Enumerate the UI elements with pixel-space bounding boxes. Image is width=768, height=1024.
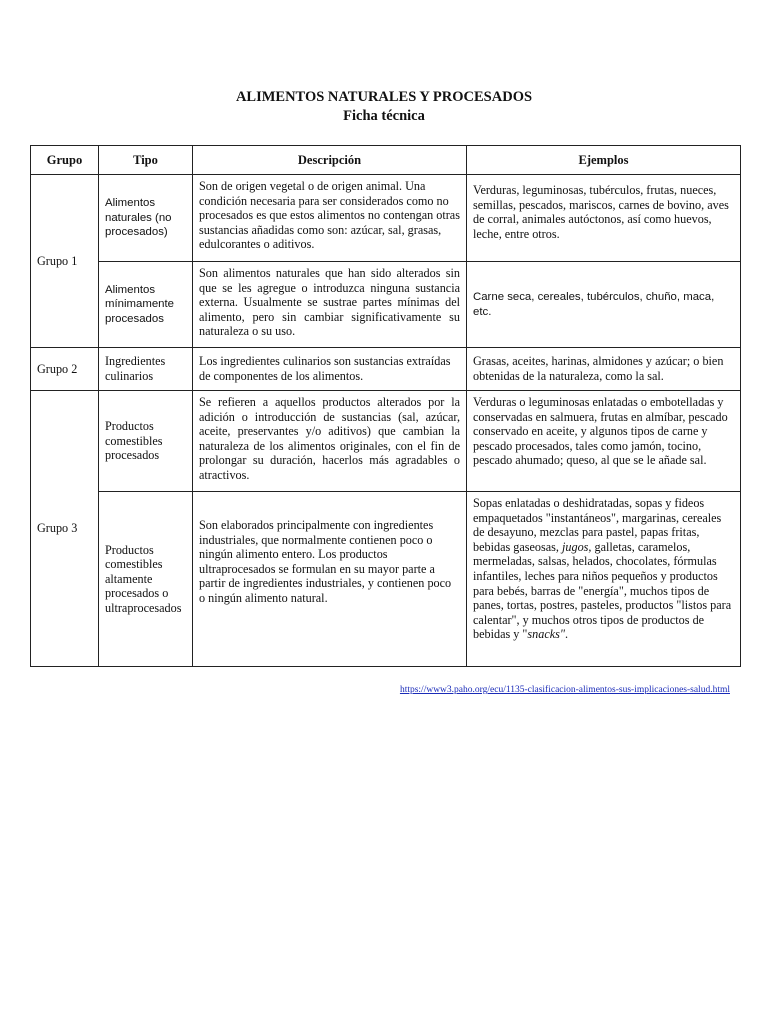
- tipo-cell: Alimentos naturales (no procesados): [99, 175, 193, 262]
- descripcion-cell: Los ingredientes culinarios son sustancias extraídas de componentes de los alimentos.: [193, 348, 467, 391]
- column-header-ejemplos: Ejemplos: [467, 146, 741, 175]
- tipo-cell: Productos comestibles altamente procesados o ultraprocesados: [99, 492, 193, 667]
- descripcion-cell: Se refieren a aquellos productos alterados por la adición o introducción de sustancias (sal, azúcar, aceite, preservantes y/o aditivos) que cambian la naturaleza de los alimentos originales, con el fin de prolongar su duración, hacerlos más agradables o atractivos.: [193, 391, 467, 492]
- table-row: [31, 391, 741, 492]
- ejemplos-text-3: .: [565, 627, 569, 642]
- descripcion-cell: Son de origen vegetal o de origen animal. Una condición necesaria para ser considerados como no procesados es que estos alimentos no contengan otras sustancias añadidas como son: azúcar, sal, grasas, edulcorantes o aditivos.: [193, 175, 467, 262]
- table-row: [31, 492, 741, 667]
- ejemplos-italic-2: snacks": [527, 627, 566, 642]
- tipo-cell: Ingredientes culinarios: [99, 348, 193, 391]
- column-header-descripcion: Descripción: [193, 146, 467, 175]
- page-title: ALIMENTOS NATURALES Y PROCESADOS: [235, 89, 533, 105]
- ejemplos-cell: [467, 492, 741, 667]
- table-row: [31, 175, 741, 262]
- page-subtitle: Ficha técnica: [343, 108, 425, 124]
- group-cell-1: Grupo 1: [31, 175, 99, 348]
- table-row: [31, 348, 741, 391]
- descripcion-cell: Son alimentos naturales que han sido alterados sin que se les agregue o introduzca ninguna sustancia externa. Usualmente se sustrae partes mínimas del alimento, pero sin cambiar significativamente su naturaleza o su uso.: [193, 262, 467, 348]
- column-header-tipo: Tipo: [99, 146, 193, 175]
- tipo-cell: Productos comestibles procesados: [99, 391, 193, 492]
- ejemplos-cell: Verduras, leguminosas, tubérculos, frutas, nueces, semillas, pescados, mariscos, carnes de bovino, aves de corral, animales autóctonos, así como huevos, leche, entre otros.: [467, 175, 741, 262]
- table-row: [31, 262, 741, 348]
- ficha-table: [30, 145, 741, 667]
- table-header-row: [31, 146, 741, 175]
- ejemplos-cell: Carne seca, cereales, tubérculos, chuño, maca, etc.: [467, 262, 741, 348]
- ejemplos-cell: Verduras o leguminosas enlatadas o embotelladas y conservadas en salmuera, frutas en almíbar, pescado conservado en aceite, y algunos tipos de carne y pescado procesados, tales como jamón, tocino, pescado ahumado; queso, al que se le añade sal.: [467, 391, 741, 492]
- ejemplos-cell: Grasas, aceites, harinas, almidones y azúcar; o bien obtenidas de la naturaleza, como la sal.: [467, 348, 741, 391]
- ejemplos-text-1: Sopas enlatadas o deshidratadas, sopas y fideos empaquetados "instantáneos", margarinas, cereales de desayuno, mezclas para pastel, papas fritas, bebidas gaseosas,: [473, 496, 722, 554]
- column-header-grupo: Grupo: [31, 146, 99, 175]
- tipo-cell: Alimentos mínimamente procesados: [99, 262, 193, 348]
- ejemplos-text-2: galletas, caramelos, mermeladas, salsas, helados, chocolates, fórmulas infantiles, leches para niños pequeños y productos para bebés, barras de "energía", muchos tipos de panes, tortas, postres, pasteles, productos "listos para calentar", y muchos otros tipos de productos de bebidas y ": [473, 539, 732, 642]
- source-link[interactable]: https://www3.paho.org/ecu/1135-clasificacion-alimentos-sus-implicaciones-salud.html: [399, 685, 730, 695]
- ejemplos-italic-1: jugos,: [562, 539, 592, 554]
- descripcion-cell: Son elaborados principalmente con ingredientes industriales, que normalmente contienen poco o ningún alimento entero. Los productos ultraprocesados se formulan en su mayor parte a partir de ingredientes industriales, y contienen poco o ningún alimento natural.: [193, 492, 467, 667]
- group-cell-3: Grupo 3: [31, 391, 99, 667]
- group-cell-2: Grupo 2: [31, 348, 99, 391]
